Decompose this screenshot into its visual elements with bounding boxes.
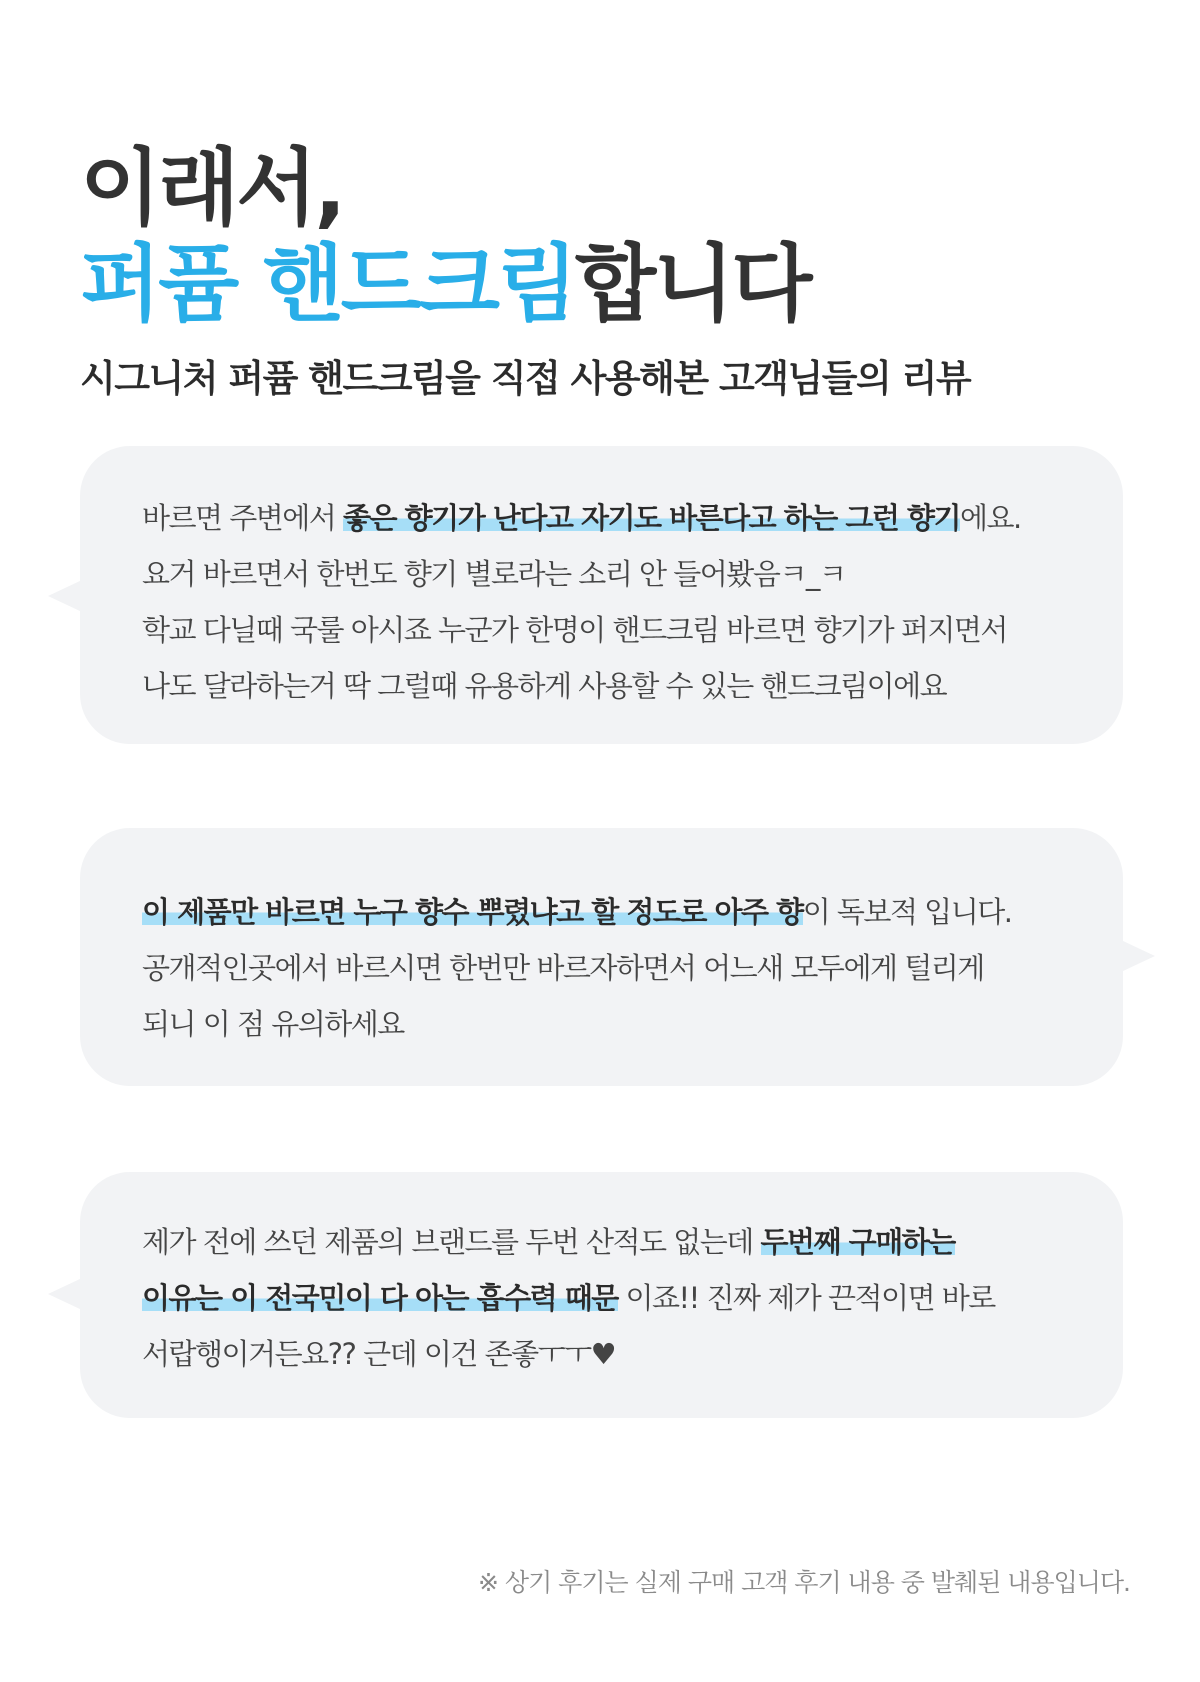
review-highlight: 좋은 향기가 난다고 자기도 바른다고 하는 그런 향기 <box>343 501 961 535</box>
headline <box>80 140 810 332</box>
review-text-span: 제가 전에 쓰던 제품의 브랜드를 두번 산적도 없는데 <box>142 1225 761 1259</box>
bubble-tail <box>48 1278 82 1310</box>
headline-line1: 이래서, <box>80 139 344 237</box>
review-line <box>142 490 1123 546</box>
review-line: 공개적인곳에서 바르시면 한번만 바르자하면서 어느새 모두에게 털리게 <box>142 951 984 985</box>
review-line: 학교 다닐때 국룰 아시죠 누군가 한명이 핸드크림 바르면 향기가 퍼지면서 <box>142 613 1007 647</box>
review-line <box>142 1270 1123 1326</box>
review-line <box>142 1214 1123 1270</box>
headline-rest: 합니다 <box>575 235 810 333</box>
review-bubble-1 <box>80 446 1123 744</box>
review-text-span: 이 독보적 입니다. <box>802 895 1012 929</box>
review-highlight: 두번째 구매하는 <box>760 1225 955 1259</box>
bubble-tail <box>48 580 82 612</box>
review-highlight: 이 제품만 바르면 누구 향수 뿌렸냐고 할 정도로 아주 향 <box>142 895 803 929</box>
review-text-span: 바르면 주변에서 <box>142 501 344 535</box>
review-line: 요거 바르면서 한번도 향기 별로라는 소리 안 들어봤음ㅋ_ㅋ <box>142 557 846 591</box>
review-highlight: 이유는 이 전국민이 다 아는 흡수력 때문 <box>142 1281 618 1315</box>
review-bubble-2 <box>80 828 1123 1086</box>
review-bubble-3 <box>80 1172 1123 1418</box>
review-line: 되니 이 점 유의하세요 <box>142 1007 404 1041</box>
review-text-2 <box>142 884 1123 1052</box>
subtitle: 시그니처 퍼퓸 핸드크림을 직접 사용해본 고객님들의 리뷰 <box>80 357 971 400</box>
review-text-span: 에요. <box>960 501 1021 535</box>
review-text-3 <box>142 1214 1123 1382</box>
review-text-1 <box>142 490 1123 714</box>
review-text-span: 이죠!! 진짜 제가 끈적이면 바로 <box>617 1281 995 1315</box>
bubble-tail <box>1121 940 1155 972</box>
headline-accent: 퍼퓸 핸드크림 <box>80 235 576 333</box>
disclaimer-footnote: ※ 상기 후기는 실제 구매 고객 후기 내용 중 발췌된 내용입니다. <box>478 1568 1130 1597</box>
review-line: 나도 달라하는거 딱 그럴때 유용하게 사용할 수 있는 핸드크림이에요 <box>142 669 947 703</box>
review-line <box>142 884 1123 940</box>
review-line: 서랍행이거든요?? 근데 이건 존좋ㅜㅜ♥ <box>142 1337 616 1371</box>
